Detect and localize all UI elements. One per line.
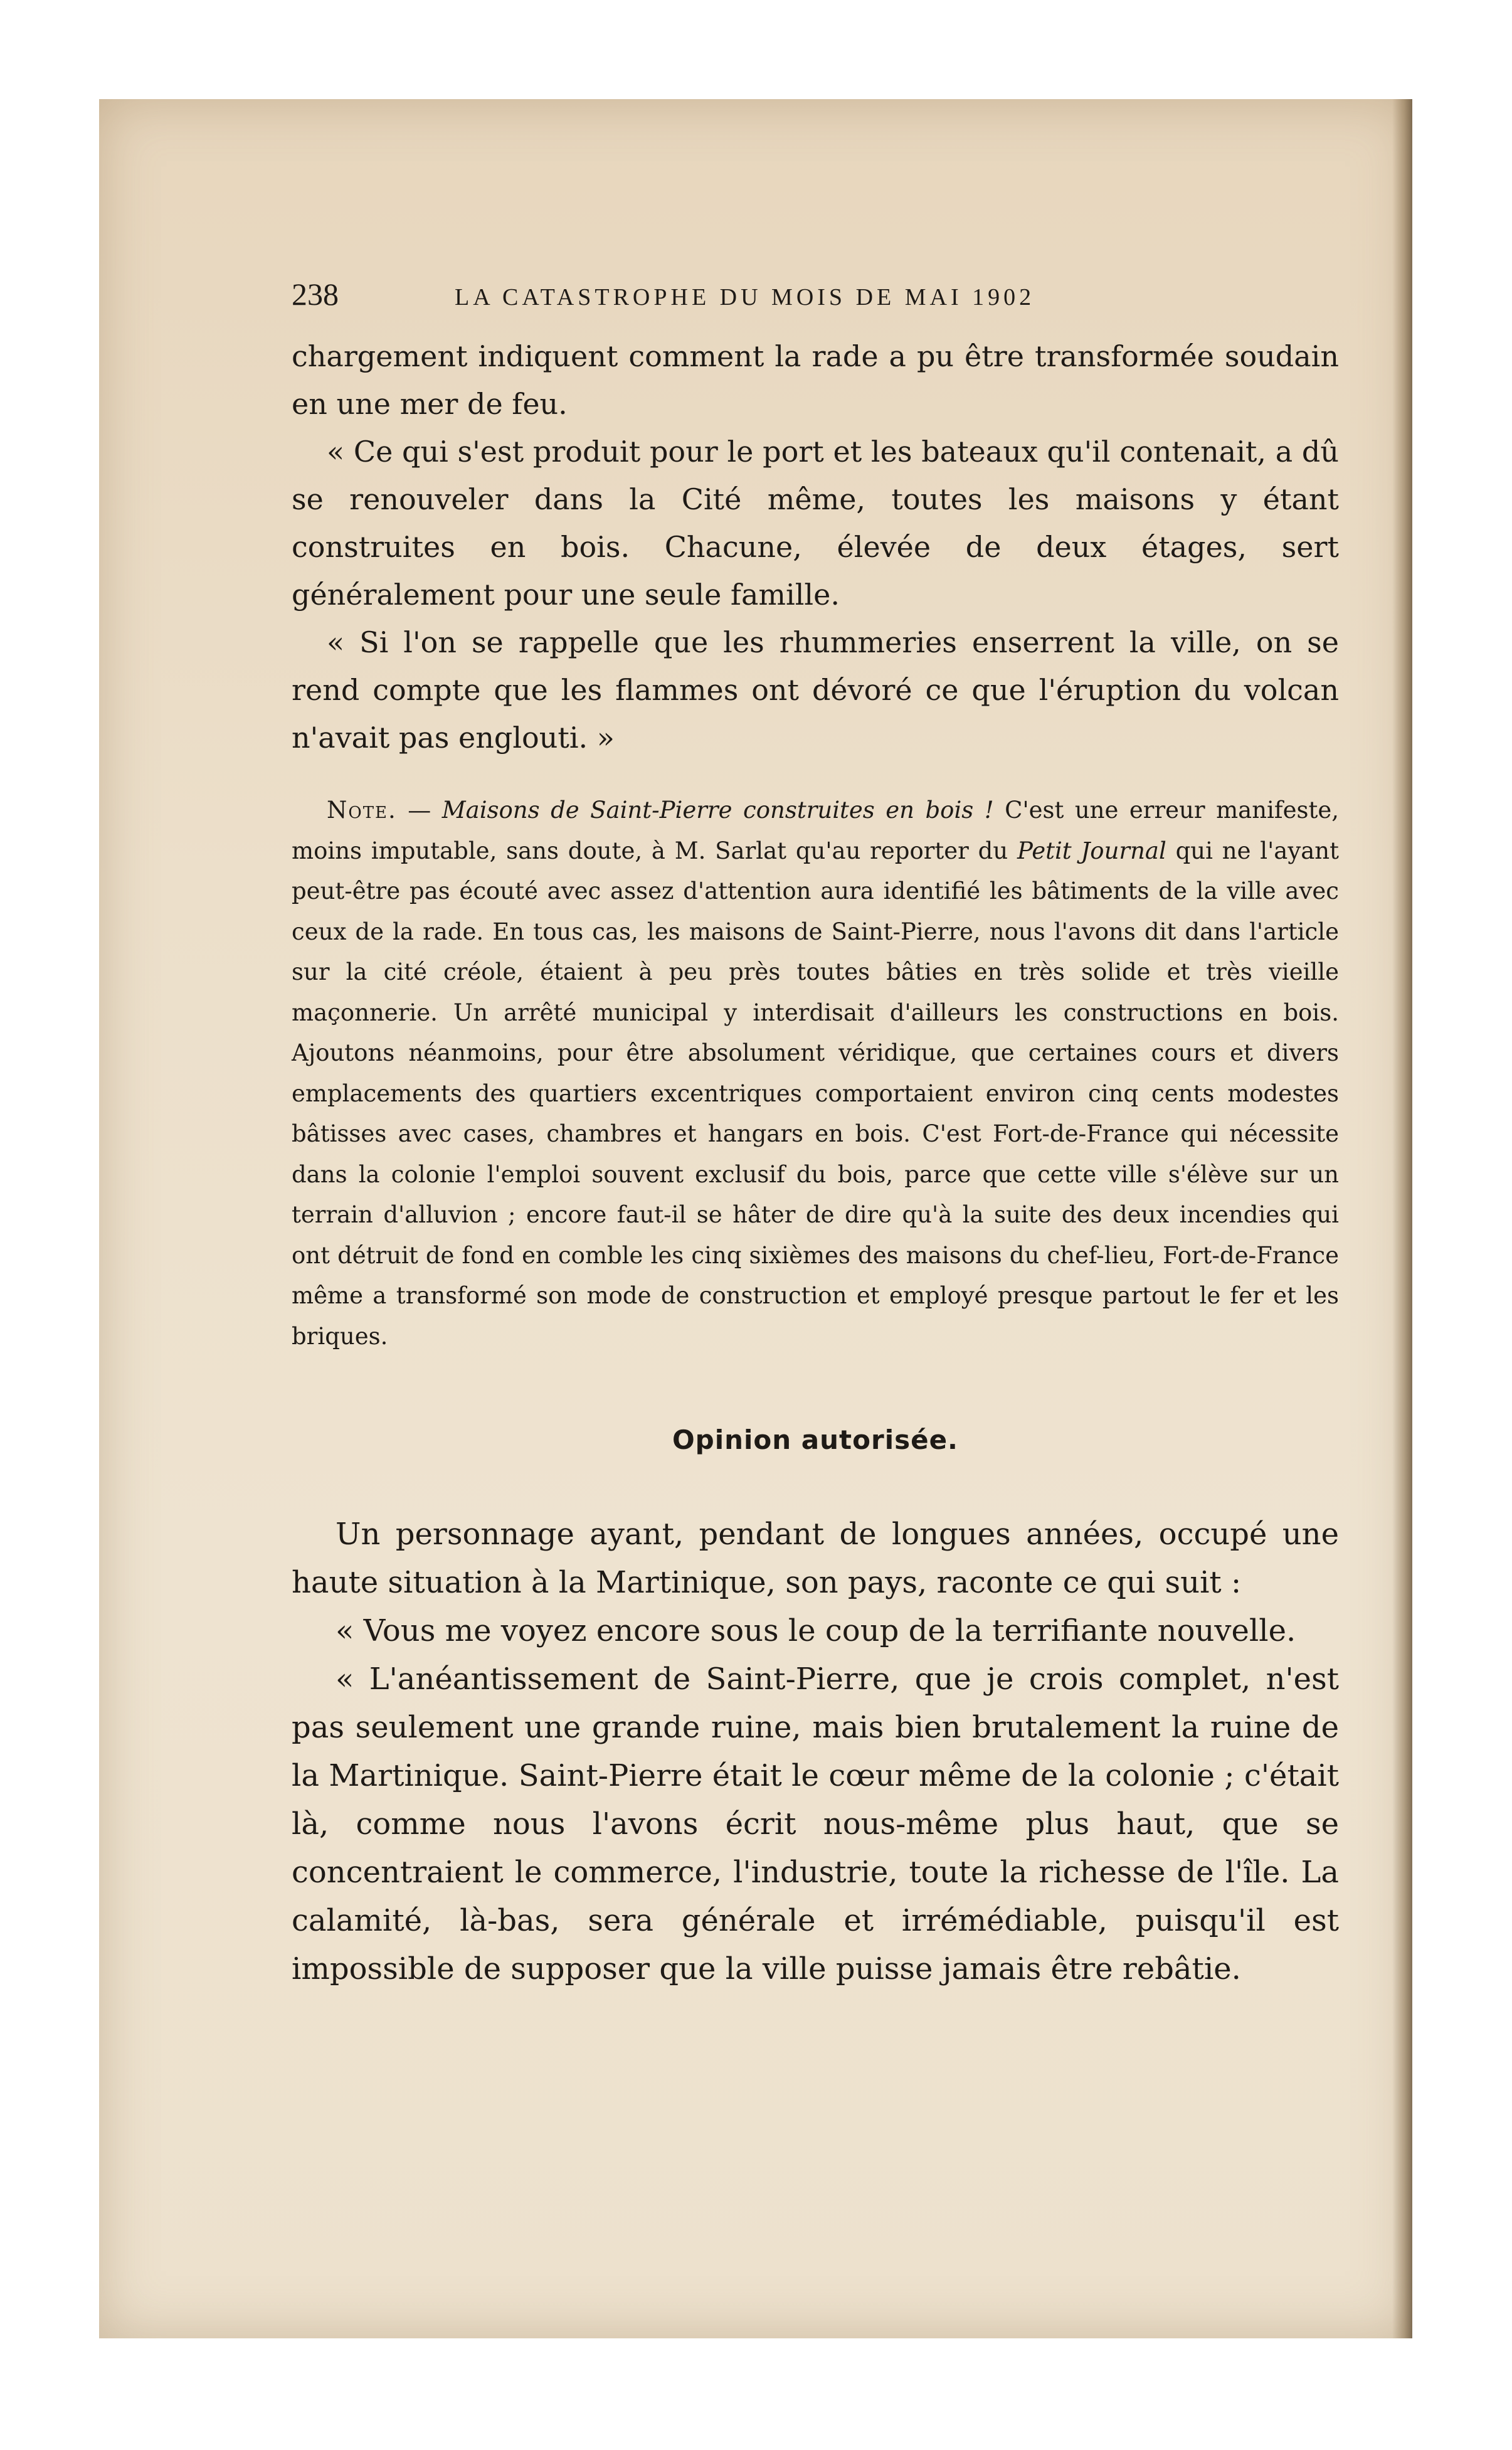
page-edge-shadow [1392,99,1412,2338]
note-text-2: qui ne l'ayant peut-être pas écouté avec assez d'attention aura identifié les bâtiments de la ville avec ceux de la rade. En tous cas, les maisons de Saint-Pierre, nous l'avons dit dans l'article sur la cité créole, étaient à peu près toutes bâties en très solide et très vieille maçonnerie. Un arrêté municipal y interdisait d'ailleurs les constructions en bois. Ajoutons néanmoins, pour être absolument véridique, que certaines cours et divers emplacements des quartiers excentriques comportaient environ cinq cents modestes bâtisses avec cases, chambres et hangars en bois. C'est Fort-de-France qui nécessite dans la colonie l'emploi souvent exclusif du bois, parce que cette ville s'élève sur un terrain d'alluvion ; encore faut-il se hâter de dire qu'à la suite des deux incendies qui ont détruit de fond en comble les cinq sixièmes des maisons du chef-lieu, Fort-de-France même a transformé son mode de construction et employé presque partout le fer et les briques. [292,837,1339,1350]
page-number: 238 [292,277,339,312]
note-text-1: C'est une erreur manifeste, moins imputable, sans doute, à M. Sarlat qu'au reporter du [292,797,1339,864]
paragraph-quote-nouvelle: « Vous me voyez encore sous le coup de la terrifiante nouvelle. [336,1613,1296,1648]
paragraph-quote-aneantissement: « L'anéantissement de Saint-Pierre, que je crois complet, n'est pas seulement une grande ruine, mais bien brutalement la ruine de la Martinique. Saint-Pierre était le cœur même de la colonie ; c'était là, comme nous l'avons écrit nous-même plus haut, que se concentraient le commerce, l'industrie, toute la richesse de l'île. La calamité, là-bas, sera générale et irrémédiable, puisqu'il est impossible de supposer que la ville puisse jamais être rebâtie. [292,1662,1339,1986]
note-dash: — [396,797,442,824]
note-label: Note. [327,797,397,824]
running-title: LA CATASTROPHE DU MOIS DE MAI 1902 [455,284,1035,310]
footnote [292,790,1339,1357]
paragraph-quote-city: « Ce qui s'est produit pour le port et les bateaux qu'il contenait, a dû se renouveler dans la Cité même, toutes les maisons y étant construites en bois. Chacune, élevée de deux étages, sert généralement pour une seule famille. [292,435,1339,612]
paragraph-personnage: Un personnage ayant, pendant de longues années, occupé une haute situation à la Martinique, son pays, raconte ce qui suit : [292,1517,1339,1600]
note-journal-title: Petit Journal [1017,837,1166,864]
running-header [292,276,1339,320]
book-page [292,276,1339,1993]
section-heading: Opinion autorisée. [672,1424,959,1455]
paragraph-continuation: chargement indiquent comment la rade a pu être transformée soudain en une mer de feu. [292,339,1339,421]
note-lead-italic: Maisons de Saint-Pierre construites en bois ! [441,797,994,824]
paragraph-quote-rhummeries: « Si l'on se rappelle que les rhummeries enserrent la ville, on se rend compte que les flammes ont dévoré ce que l'éruption du volcan n'avait pas englouti. » [292,625,1339,755]
